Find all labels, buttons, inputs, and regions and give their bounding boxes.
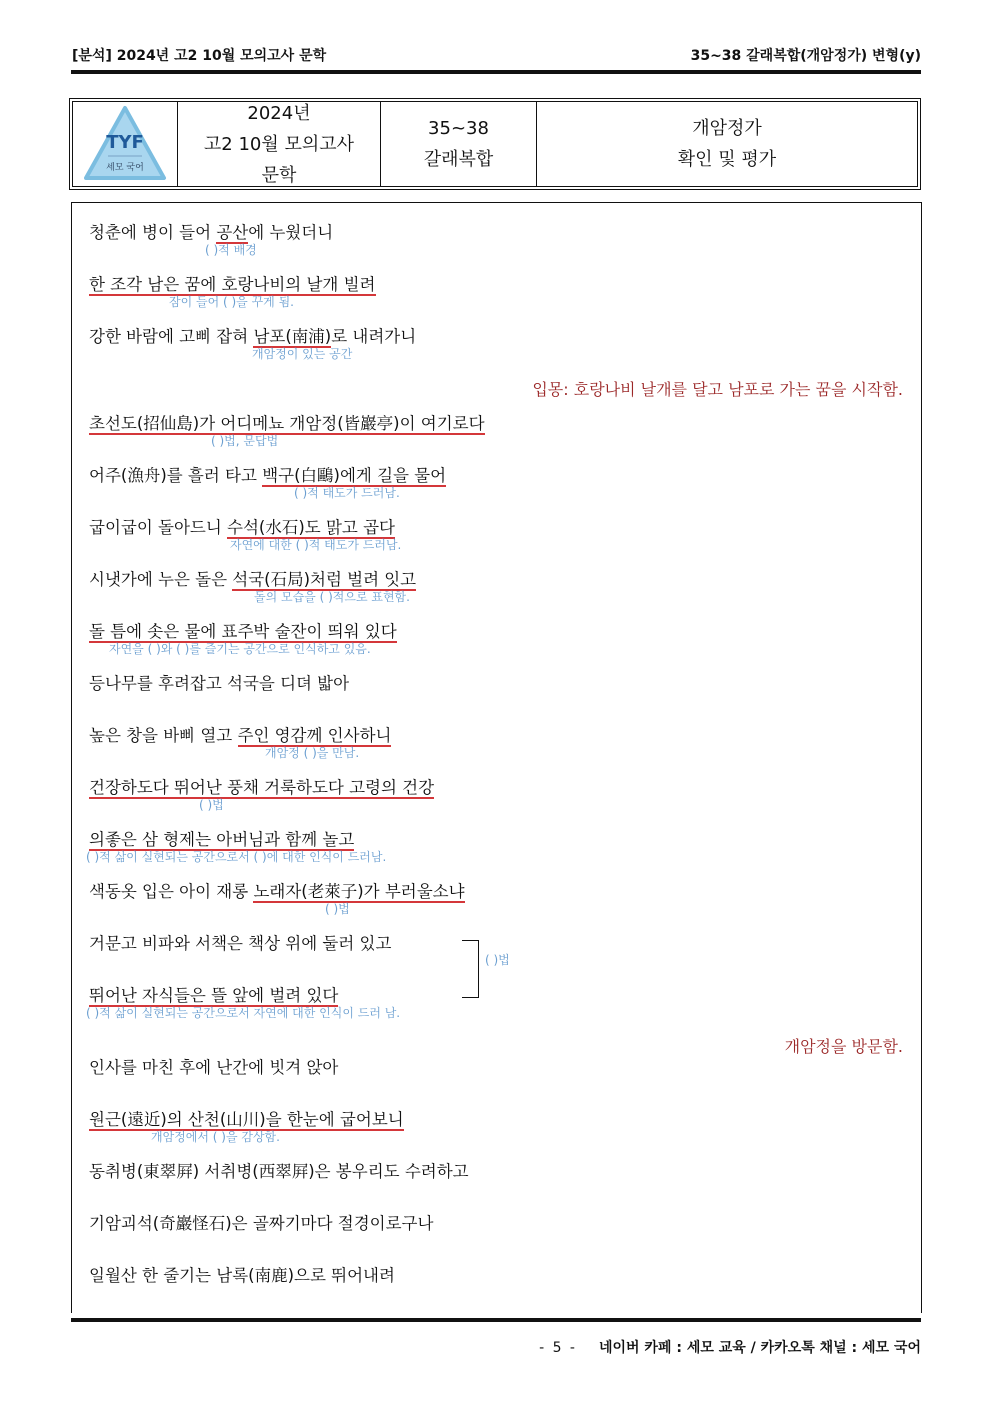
- semo-logo-icon: [82, 104, 168, 184]
- poem-line: 높은 창을 바삐 열고 주인 영감께 인사하니: [89, 726, 392, 745]
- poem-line: 어주(漁舟)를 흘러 타고 백구(白鷗)에게 길을 물어: [89, 466, 447, 485]
- exam-info-cell: [178, 102, 381, 186]
- title-table: [69, 98, 921, 190]
- annotation-note: ( )법: [485, 953, 510, 967]
- annotation-note: ( )법: [199, 798, 224, 812]
- annotation-note: 자연에 대한 ( )적 태도가 드러남.: [230, 538, 402, 552]
- svg-text:세모 국어: 세모 국어: [106, 163, 144, 173]
- poem-line: 기암괴석(奇巖怪石)은 골짜기마다 절경이로구나: [89, 1214, 434, 1233]
- annotation-note: 돌의 모습을 ( )적으로 표현함.: [254, 590, 410, 604]
- work-subtitle: 확인 및 평가: [677, 149, 777, 170]
- svg-text:TYF: TYF: [106, 132, 144, 153]
- question-range: 35~38: [428, 118, 489, 139]
- poem-line: 돌 틈에 솟은 물에 표주박 술잔이 띄워 있다: [89, 622, 397, 641]
- poem-line: 청춘에 병이 들어 공산에 누웠더니: [89, 223, 334, 242]
- poem-line: 색동옷 입은 아이 재롱 노래자(老萊子)가 부러울소냐: [89, 882, 465, 901]
- poem-line: 원근(遠近)의 산천(山川)을 한눈에 굽어보니: [89, 1110, 404, 1129]
- annotation-note: 개암정 ( )을 만남.: [265, 746, 360, 760]
- poem-line: 일월산 한 줄기는 남록(南鹿)으로 뛰어내려: [89, 1266, 395, 1285]
- footer-channel-info: 네이버 카페 : 세모 교육 / 카카오톡 채널 : 세모 국어: [598, 1340, 921, 1356]
- question-genre: 갈래복합: [423, 149, 494, 170]
- annotation-note: ( )법, 문답법: [211, 434, 279, 448]
- annotation-note: ( )적 삶이 실현되는 공간으로서 ( )에 대한 인식이 드러남.: [86, 850, 387, 864]
- question-range-cell: [381, 102, 537, 186]
- poem-line: 등나무를 후려잡고 석국을 디뎌 밟아: [89, 674, 350, 693]
- exam-subject: 문학: [261, 164, 297, 186]
- poem-line: 굽이굽이 돌아드니 수석(水石)도 맑고 곱다: [89, 518, 395, 537]
- header-divider: [71, 70, 921, 74]
- annotation-note: ( )적 태도가 드러남.: [294, 486, 400, 500]
- poem-line: 시냇가에 누은 돌은 석국(石局)처럼 벌려 잇고: [89, 570, 417, 589]
- poem-line: 건장하도다 뛰어난 풍채 거룩하도다 고령의 건강: [89, 778, 435, 797]
- footer-divider: [71, 1318, 921, 1322]
- poem-line: 한 조각 남은 꿈에 호랑나비의 날개 빌려: [89, 275, 376, 294]
- exam-year: 2024년: [247, 102, 311, 124]
- poem-line: 뛰어난 자식들은 뜰 앞에 벌려 있다: [89, 986, 339, 1005]
- annotation-note: ( )적 삶이 실현되는 공간으로서 자연에 대한 인식이 드러 남.: [86, 1006, 401, 1020]
- footer: [539, 1337, 921, 1357]
- poem-line: 초선도(招仙島)가 어디메뇨 개암정(皆巖亭)이 여기로다: [89, 414, 485, 433]
- section-summary: 입몽: 호랑나비 날개를 달고 남포로 가는 꿈을 시작함.: [532, 380, 903, 399]
- logo-cell: [73, 102, 178, 186]
- header-right-title: 35~38 갈래복합(개암정가) 변형(y): [690, 48, 921, 64]
- annotation-note: ( )적 배경: [205, 243, 257, 257]
- poem-line: 의좋은 삼 형제는 아버님과 함께 놀고: [89, 830, 355, 849]
- annotation-note: 개암정에서 ( )을 감상함.: [151, 1130, 280, 1144]
- poem-line: 동취병(東翠屛) 서취병(西翠屛)은 봉우리도 수려하고: [89, 1162, 469, 1181]
- annotation-note: 잠이 들어 ( )을 꾸게 됨.: [169, 295, 294, 309]
- work-title-cell: [537, 102, 917, 186]
- exam-name: 고2 10월 모의고사: [203, 133, 355, 155]
- page-number: - 5 -: [539, 1340, 577, 1356]
- poem-line: 인사를 마친 후에 난간에 빗겨 앉아: [89, 1058, 339, 1077]
- bracket-mark: [462, 940, 479, 998]
- poem-content-box: [71, 202, 922, 1313]
- section-summary: 개암정을 방문함.: [784, 1037, 903, 1056]
- poem-line: 강한 바람에 고삐 잡혀 남포(南浦)로 내려가니: [89, 327, 417, 346]
- work-title: 개암정가: [692, 118, 762, 139]
- annotation-note: ( )법: [325, 902, 350, 916]
- annotation-note: 개암정이 있는 공간: [252, 347, 353, 361]
- annotation-note: 자연을 ( )와 ( )를 즐기는 공간으로 인식하고 있음.: [109, 642, 371, 656]
- poem-line: 거문고 비파와 서책은 책상 위에 둘러 있고: [89, 934, 392, 953]
- header-left-title: [분석] 2024년 고2 10월 모의고사 문학: [72, 48, 327, 64]
